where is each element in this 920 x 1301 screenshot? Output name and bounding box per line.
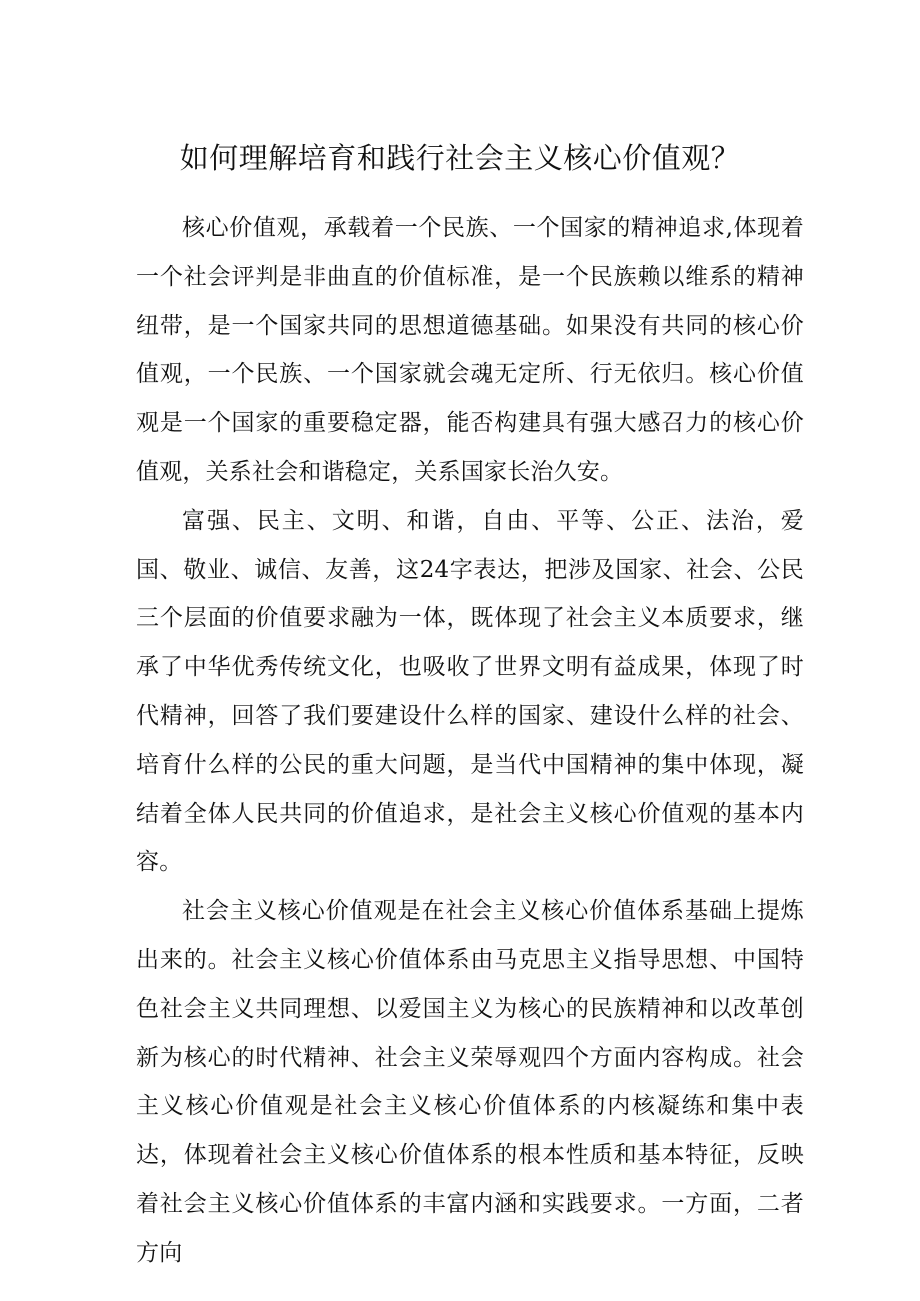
paragraph-3: 社会主义核心价值观是在社会主义核心价值体系基础上提炼出来的。社会主义核心价值体系由马克思主义指导思想、中国特色社会主义共同理想、以爱国主义为核心的民族精神和以改革创新为核心的时代精神、社会主义荣辱观四个方面内容构成。社会主义核心价值观是社会主义核心价值体系的内核凝练和集中表达，体现着社会主义核心价值体系的根本性质和基本特征，反映着社会主义核心价值体系的丰富内涵和实践要求。一方面，二者方向 <box>136 898 804 1266</box>
paragraph-1: 核心价值观，承载着一个民族、一个国家的精神追求,体现着一个社会评判是非曲直的价值标准，是一个民族赖以维系的精神纽带，是一个国家共同的思想道德基础。如果没有共同的核心价值观，一个民族、一个国家就会魂无定所、行无依归。核心价值观是一个国家的重要稳定器，能否构建具有强大感召力的核心价值观，关系社会和谐稳定，关系国家长治久安。 <box>136 215 804 485</box>
document-title: 如何理解培育和践行社会主义核心价值观？ <box>179 141 741 175</box>
document-body <box>136 204 804 1278</box>
paragraph-2: 富强、民主、文明、和谐，自由、平等、公正、法治，爱国、敬业、诚信、友善，这24字表达，把涉及国家、社会、公民三个层面的价值要求融为一体，既体现了社会主义本质要求，继承了中华优秀传统文化，也吸收了世界文明有益成果，体现了时代精神，回答了我们要建设什么样的国家、建设什么样的社会、培育什么样的公民的重大问题，是当代中国精神的集中体现，凝结着全体人民共同的价值追求，是社会主义核心价值观的基本内容。 <box>136 507 804 876</box>
